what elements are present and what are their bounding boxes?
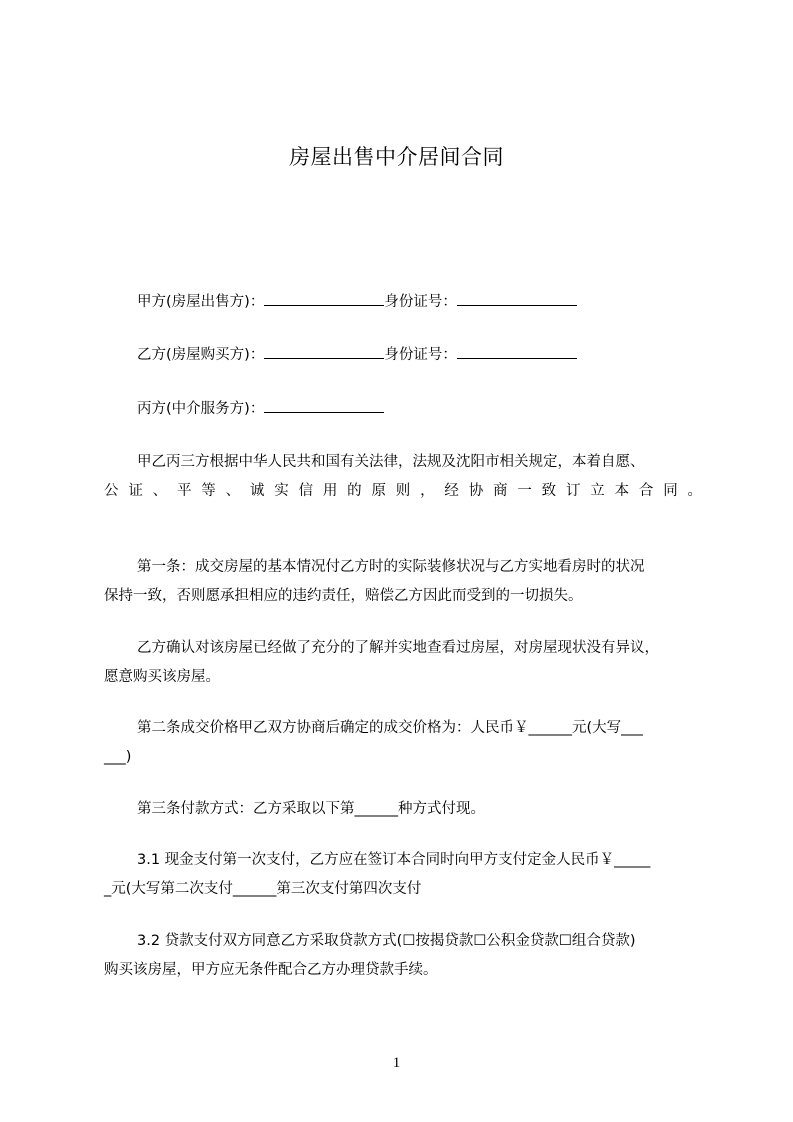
article-2-paragraph: [104, 714, 702, 772]
party-c-name-blank[interactable]: [264, 397, 384, 413]
clause-3-1-paragraph: [104, 846, 702, 904]
clause-3-1-line-2: _元(大写第二次支付______第三次支付第四次支付: [104, 881, 422, 897]
clause-3-2-paragraph: [104, 927, 702, 985]
preamble-char: 实: [274, 483, 289, 499]
preamble-char: 商: [493, 483, 508, 499]
article-2-line-1: 第二条成交价格甲乙双方协商后确定的成交价格为：人民币￥______元(大写___: [137, 720, 643, 736]
party-a-label: 甲方(房屋出售方)：: [137, 294, 265, 310]
article-2-line-2: ___): [104, 749, 132, 765]
preamble-char: 、: [152, 483, 168, 499]
article-1-line-2: 保持一致，否则愿承担相应的违约责任，赔偿乙方因此而受到的一切损失。: [104, 588, 583, 604]
preamble-char: 合: [638, 483, 654, 499]
preamble-char: 平: [176, 483, 192, 499]
confirmation-line-2: 愿意购买该房屋。: [104, 669, 220, 685]
preamble-char: 致: [541, 483, 557, 499]
party-b-id-blank[interactable]: [457, 343, 577, 359]
preamble-char: 则: [395, 483, 411, 499]
party-a-name-blank[interactable]: [264, 290, 384, 306]
preamble-char: 公: [104, 483, 119, 499]
article-3-line-1: 第三条付款方式：乙方采取以下第______种方式付现。: [137, 801, 485, 817]
preamble-char: 一: [517, 483, 532, 499]
party-b-id-label: 身份证号：: [384, 347, 457, 363]
party-b-name-blank[interactable]: [264, 343, 384, 359]
preamble-char: 。: [687, 483, 702, 499]
party-a-row: [104, 290, 577, 313]
party-b-label: 乙方(房屋购买方)：: [137, 347, 265, 363]
preamble-char: 证: [128, 483, 143, 499]
clause-3-2-line-2: 购买该房屋，甲方应无条件配合乙方办理贷款手续。: [104, 962, 438, 978]
party-b-row: [104, 343, 577, 366]
preamble-char: ，: [420, 483, 435, 499]
preamble-char: 同: [663, 483, 678, 499]
party-a-id-label: 身份证号：: [384, 294, 457, 310]
preamble-line-1: 甲乙丙三方根据中华人民共和国有关法律，法规及沈阳市相关规定，本着自愿、: [137, 454, 645, 470]
preamble-paragraph: [104, 448, 702, 506]
article-1-paragraph: [104, 553, 702, 611]
party-c-label: 丙方(中介服务方)：: [137, 401, 265, 417]
party-a-id-blank[interactable]: [457, 290, 577, 306]
preamble-char: 经: [444, 483, 459, 499]
preamble-char: 信: [298, 483, 313, 499]
preamble-char: 用: [322, 483, 338, 499]
preamble-char: 、: [225, 483, 241, 499]
page-title: 房屋出售中介居间合同: [289, 145, 504, 169]
article-3-paragraph: [104, 795, 702, 824]
preamble-char: 等: [201, 483, 216, 499]
confirmation-line-1: 乙方确认对该房屋已经做了充分的了解并实地查看过房屋，对房屋现状没有异议，: [137, 640, 659, 656]
preamble-char: 的: [347, 483, 362, 499]
preamble-line-2: [104, 477, 702, 506]
preamble-char: 协: [468, 483, 484, 499]
party-c-row: [104, 397, 384, 420]
page-number: 1: [392, 1055, 401, 1071]
preamble-char: 原: [371, 483, 386, 499]
clause-3-1-line-1: 3.1 现金支付第一次支付，乙方应在签订本合同时向甲方支付定金人民币￥_____: [137, 852, 651, 868]
clause-3-2-line-1: 3.2 贷款支付双方同意乙方采取贷款方式(☐按揭贷款☐公积金贷款☐组合贷款): [137, 933, 636, 949]
preamble-char: 订: [565, 483, 581, 499]
confirmation-paragraph: [104, 634, 702, 692]
preamble-char: 诚: [249, 483, 265, 499]
preamble-char: 本: [614, 483, 630, 499]
article-1-line-1: 第一条：成交房屋的基本情况付乙方时的实际装修状况与乙方实地看房时的状况: [137, 559, 645, 575]
preamble-char: 立: [590, 483, 605, 499]
